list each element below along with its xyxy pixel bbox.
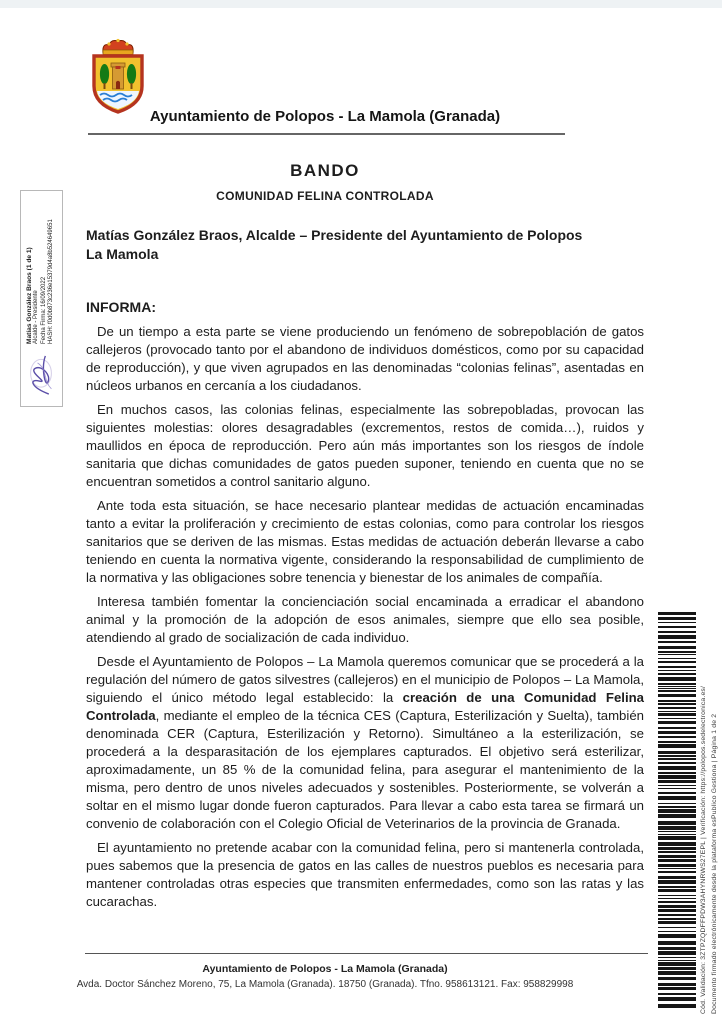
footer-municipality: Ayuntamiento de Polopos - La Mamola (Granada): [202, 963, 448, 975]
signer-role: Alcalde - Presidente: [33, 290, 40, 344]
informa-label: INFORMA:: [86, 299, 156, 315]
margin-validation-text: [699, 596, 721, 1014]
header-municipality: Ayuntamiento de Polopos - La Mamola (Granada): [149, 108, 501, 125]
document-body: [86, 323, 644, 911]
paragraph-1: De un tiempo a esta parte se viene produciendo un fenómeno de sobrepoblación de gatos callejeros (provocado tanto por el abandono de individuos domésticos, como por su capacidad de reproducción), y que viven agrupados en las denominadas “colonias felinas”, asentadas en núcleos urbanos en cercanía a los ciudadanos.: [86, 324, 644, 393]
coat-of-arms-icon: [86, 36, 150, 116]
paragraph-5-bold-phrase: creación de una Comunidad Felina Controlada: [86, 690, 645, 723]
page-top-edge: [0, 0, 722, 8]
issuer-line: Matías González Braos, Alcalde – Presidente del Ayuntamiento de Polopos La Mamola: [86, 227, 583, 262]
signature-date: Fecha Firma: 16/09/2022: [40, 276, 47, 344]
paragraph-2: En muchos casos, las colonias felinas, especialmente las sobrepobladas, provocan las siguientes molestias: olores desagradables (excrementos, restos de comida…), ruidos y maullidos en época de reproducción. Pero aún más importantes son los riesgos de índole sanitaria que dichas comunidades de gatos pueden suponer, teniendo en cuenta que no se encuentran sometidos a control sanitario alguno.: [86, 402, 644, 489]
paragraph-5-text: Desde el Ayuntamiento de Polopos – La Mamola queremos comunicar que se procederá a la regulación del número de gatos silvestres (callejeros) en el municipio de Polopos – La Mamola, siguiendo el único método legal establecido: la: [86, 654, 644, 705]
paragraph-4: Interesa también fomentar la concienciación social encaminada a erradicar el abandono animal y la promoción de la adopción de esos animales, siempre que ello sea posible, atendiendo al grado de socialización de cada individuo.: [86, 594, 644, 645]
paragraph-5: [86, 653, 644, 833]
paragraph-5-text-cont: , mediante el empleo de la técnica CES (Captura, Esterilización y Suelta), también denominada CER (Captura, Esterilización y Retorno). Simultáneo a la esterilización, se procederá a la desparasitación de los ejemplares capturados. El objetivo será esterilizar, aproximadamente, un 85 % de la comunidad felina, para asegurar el mantenimiento de la misma, pero dentro de unos niveles adecuados y sostenibles. Posteriormente, se volverán a soltar en el mismo lugar donde fueron capturados. Para llevar a cabo esta tarea se firmará un convenio de colaboración con el Colegio Oficial de Veterinarios de la provincia de Granada.: [86, 708, 644, 831]
barcode: [658, 612, 696, 1010]
signature-icon: [24, 349, 58, 401]
signature-stamp-text: [26, 219, 56, 344]
digital-signature-stamp: [20, 190, 63, 407]
signature-stamp-content: [22, 193, 59, 404]
footer-divider: [85, 953, 648, 954]
signer-name: Matías González Braos (1 de 1): [25, 247, 33, 344]
signature-hash: HASH: f0d0b873c236e15379d4a8b524649651: [47, 219, 54, 344]
proclamation-title: BANDO: [290, 161, 360, 180]
paragraph-3: Ante toda esta situación, se hace necesario plantear medidas de actuación encaminadas tanto a evitar la proliferación y crecimiento de estas colonias, como para controlar los riesgos sanitarios que se deriven de las mismas. Estas medidas de actuación deberán llevarse a cabo teniendo en cuenta la normativa vigente, considerando la responsabilidad de cumplimiento de la normativa y las obligaciones sobre tenencia y bienestar de los animales de compañía.: [86, 498, 644, 585]
validation-code-line: Cód. Validación: 3ZTPZQDFFPDW3AHYNRWS27EPL | Verificación: https://polopos.sedelectronica.es/: [700, 685, 707, 1014]
signed-platform-line: Documento firmado electrónicamente desde la plataforma esPublico Gestiona | Página 1 de 2: [710, 713, 718, 1014]
header-divider: [88, 133, 565, 135]
footer-address: Avda. Doctor Sánchez Moreno, 75, La Mamola (Granada). 18750 (Granada). Tfno. 958613121. Fax: 958829998: [76, 979, 574, 990]
proclamation-subtitle: COMUNIDAD FELINA CONTROLADA: [216, 189, 434, 203]
paragraph-6: El ayuntamiento no pretende acabar con la comunidad felina, pero si mantenerla controlada, pues sabemos que la presencia de gatos en las calles de nuestros pueblos es necesaria para mantener controladas otras especies que transmiten enfermedades, como son las ratas y las cucarachas.: [86, 840, 644, 909]
